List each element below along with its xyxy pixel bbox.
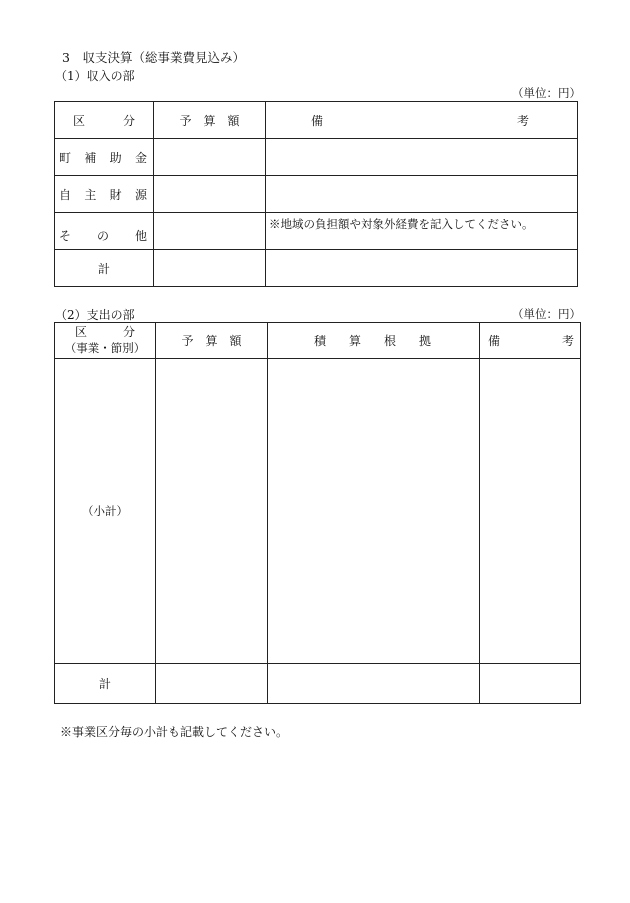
expense-table [54, 322, 581, 704]
expense-total-basis[interactable] [268, 664, 480, 704]
expense-header-row [55, 323, 581, 359]
income-total-row [55, 250, 578, 287]
expense-header-budget: 予 算 額 [156, 323, 268, 359]
expense-header-category-a: 区 [75, 325, 88, 339]
label-char: 主 [84, 187, 97, 202]
expense-total-label: 計 [55, 664, 156, 704]
income-row-own-funds [55, 176, 578, 213]
income-header-category [55, 102, 154, 139]
income-budget-cell[interactable] [154, 213, 266, 250]
label-char: の [96, 228, 109, 243]
expense-section-title: （2）支出の部 [55, 308, 135, 322]
basis-char: 拠 [418, 334, 431, 348]
income-budget-cell[interactable] [154, 176, 266, 213]
income-table [54, 101, 578, 287]
income-row-label [55, 176, 154, 213]
label-char: 補 [84, 150, 97, 165]
label-char: そ [59, 228, 72, 243]
label-char: 助 [109, 150, 122, 165]
income-header-remarks-a: 備 [311, 113, 324, 128]
income-total-remarks[interactable] [266, 250, 578, 287]
expense-header-remarks-b: 考 [561, 334, 574, 348]
label-char: 金 [134, 150, 147, 165]
footnote: ※事業区分毎の小計も記載してください。 [60, 725, 289, 739]
income-header-remarks [266, 102, 578, 139]
income-remarks-cell[interactable] [266, 139, 578, 176]
income-row-subsidy [55, 139, 578, 176]
expense-budget-cell[interactable] [156, 359, 268, 664]
basis-char: 根 [383, 334, 396, 348]
label-char: 源 [134, 187, 147, 202]
expense-header-category [55, 323, 156, 359]
expense-basis-cell[interactable] [268, 359, 480, 664]
income-header-category-b: 分 [122, 113, 135, 128]
expense-subtotal-label: （小計） [55, 359, 156, 664]
expense-remarks-cell[interactable] [480, 359, 581, 664]
income-unit-label: （単位：円） [512, 86, 581, 100]
income-header-row [55, 102, 578, 139]
income-row-other [55, 213, 578, 250]
expense-header-remarks-a: 備 [488, 334, 501, 348]
expense-body-row [55, 359, 581, 664]
basis-char: 積 [314, 334, 327, 348]
expense-header-category-sub: （事業・節別） [64, 341, 146, 355]
expense-header-remarks [480, 323, 581, 359]
expense-total-budget[interactable] [156, 664, 268, 704]
income-remarks-cell[interactable] [266, 176, 578, 213]
income-header-budget: 予 算 額 [154, 102, 266, 139]
expense-unit-label: （単位：円） [512, 307, 581, 321]
label-char: 他 [134, 228, 147, 243]
income-budget-cell[interactable] [154, 139, 266, 176]
label-char: 自 [59, 187, 72, 202]
basis-char: 算 [348, 334, 361, 348]
income-header-remarks-b: 考 [516, 113, 529, 128]
label-char: 町 [59, 150, 72, 165]
income-remarks-note[interactable]: ※地域の負担額や対象外経費を記入してください。 [266, 213, 578, 250]
income-row-label [55, 139, 154, 176]
income-total-budget[interactable] [154, 250, 266, 287]
expense-total-row [55, 664, 581, 704]
expense-total-remarks[interactable] [480, 664, 581, 704]
income-row-label [55, 213, 154, 250]
income-total-label: 計 [55, 250, 154, 287]
page-title: 3 収支決算（総事業費見込み） [62, 50, 245, 65]
income-header-category-a: 区 [73, 113, 86, 128]
expense-header-basis [268, 323, 480, 359]
label-char: 財 [109, 187, 122, 202]
income-section-title: （1）収入の部 [55, 69, 135, 83]
expense-header-category-b: 分 [122, 325, 135, 339]
